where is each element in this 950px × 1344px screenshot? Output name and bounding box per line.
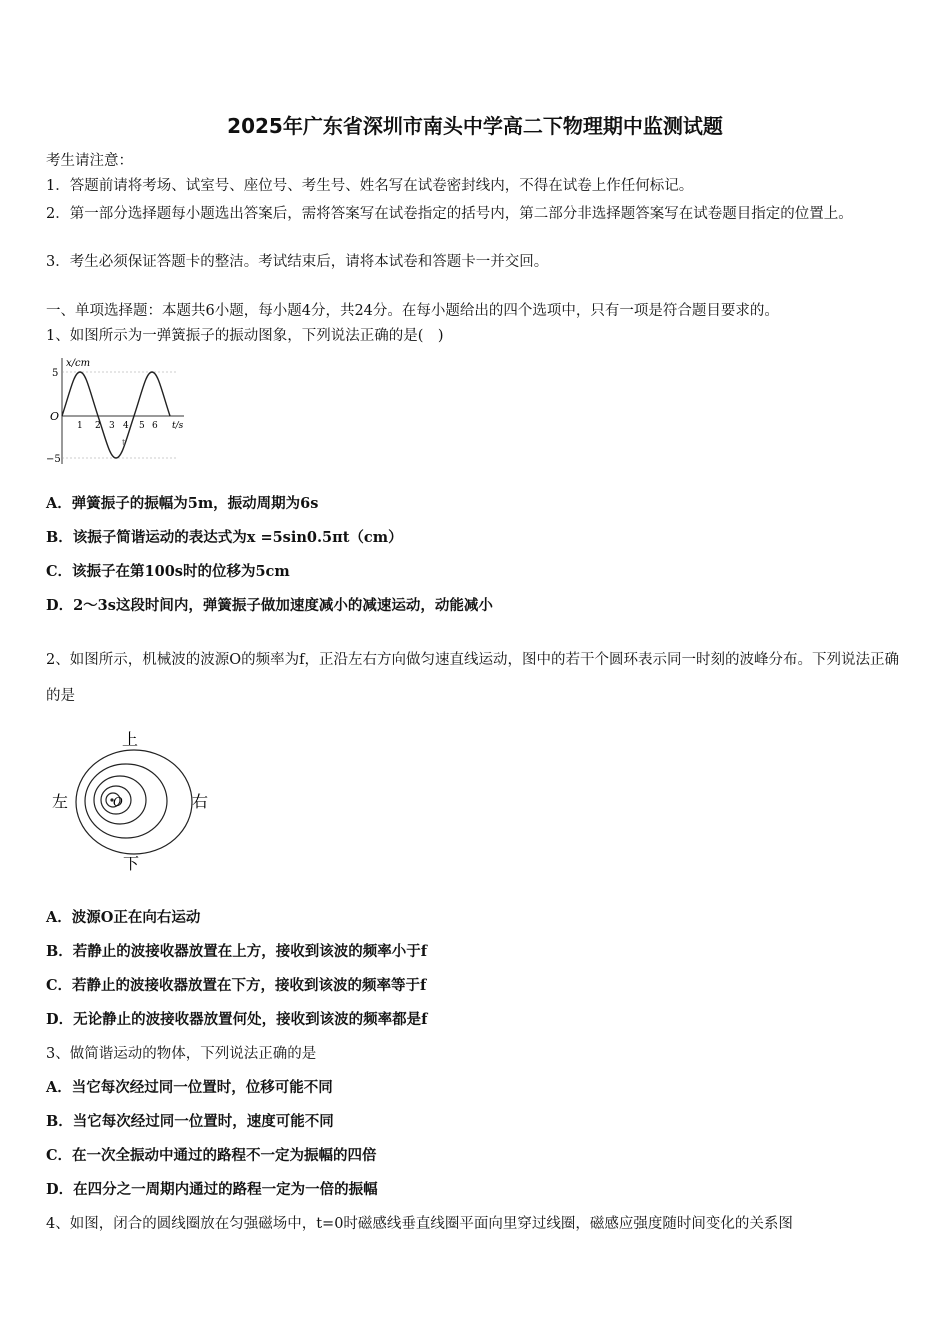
y-neg-label: −5	[46, 454, 61, 465]
q3-option-a: A．当它每次经过同一位置时，位移可能不同	[46, 1079, 333, 1096]
notice-item-2: 2．第一部分选择题每小题选出答案后，需将答案写在试卷指定的括号内，第二部分非选择题答案写在试卷题目指定的位置上。	[46, 206, 853, 222]
q3-option-d: D．在四分之一周期内通过的路程一定为一倍的振幅	[46, 1181, 378, 1198]
tick-label-5: 5	[139, 421, 145, 431]
tick-label-4: 4	[123, 421, 129, 431]
q1-option-c: C．该振子在第100s时的位移为5cm	[46, 563, 290, 580]
question-4-stem: 4、如图，闭合的圆线圈放在匀强磁场中，t=0时磁感线垂直线圈平面向里穿过线圈，磁感应强度随时间变化的关系图	[46, 1216, 793, 1232]
wave-ring-1	[76, 750, 192, 854]
notice-heading: 考生请注意：	[46, 153, 133, 169]
question-1-stem: 1、如图所示为一弹簧振子的振动图象，下列说法正确的是( )	[46, 328, 444, 344]
tick-label-6: 6	[152, 421, 158, 431]
q2-option-c: C．若静止的波接收器放置在下方，接收到该波的频率等于f	[46, 977, 427, 994]
tick-label-3: 3	[109, 421, 115, 431]
q1-option-b: B．该振子简谐运动的表达式为x =5sin0.5πt（cm）	[46, 529, 403, 546]
wave-rings-diagram	[46, 725, 221, 875]
notice-item-1: 1．答题前请将考场、试室号、座位号、考生号、姓名写在试卷密封线内，不得在试卷上作任何标记。	[46, 178, 694, 194]
section-heading: 一、单项选择题：本题共6小题，每小题4分，共24分。在每小题给出的四个选项中，只有一项是符合题目要求的。	[46, 303, 779, 319]
question-2-stem: 2、如图所示，机械波的波源O的频率为f，正沿左右方向做匀速直线运动，图中的若干个圆环表示同一时刻的波峰分布。下列说法正确的是	[46, 652, 899, 704]
origin-label: O	[50, 410, 60, 423]
q3-option-b: B．当它每次经过同一位置时，速度可能不同	[46, 1113, 334, 1130]
sine-curve	[62, 372, 170, 458]
q2-option-a: A．波源O正在向右运动	[46, 909, 201, 926]
vibration-graph	[46, 352, 191, 470]
tick-label-1: 1	[77, 421, 83, 431]
tick-label-2: 2	[95, 421, 101, 431]
question-3-stem: 3、做简谐运动的物体，下列说法正确的是	[46, 1046, 317, 1062]
q2-option-b: B．若静止的波接收器放置在上方，接收到该波的频率小于f	[46, 943, 427, 960]
q1-option-a: A．弹簧振子的振幅为5m，振动周期为6s	[46, 495, 319, 512]
page-title: 2025年广东省深圳市南头中学高二下物理期中监测试题	[227, 114, 723, 138]
label-right: 右	[192, 792, 209, 811]
q3-option-c: C．在一次全振动中通过的路程不一定为振幅的四倍	[46, 1147, 377, 1164]
q1-option-d: D．2～3s这段时间内，弹簧振子做加速度减小的减速运动，动能减小	[46, 597, 493, 614]
label-down: 下	[123, 854, 140, 873]
wave-ring-2	[85, 764, 167, 838]
notice-item-3: 3．考生必须保证答题卡的整洁。考试结束后，请将本试卷和答题卡一并交回。	[46, 254, 549, 270]
x-axis-label: t/s	[172, 421, 184, 431]
q2-option-d: D．无论静止的波接收器放置何处，接收到该波的频率都是f	[46, 1011, 428, 1028]
graph-note: t	[122, 438, 126, 447]
wave-source-label: O	[113, 795, 123, 809]
y-axis-label: x/cm	[66, 358, 91, 369]
y-pos-label: 5	[52, 368, 59, 379]
label-up: 上	[122, 730, 139, 749]
label-left: 左	[52, 792, 69, 811]
